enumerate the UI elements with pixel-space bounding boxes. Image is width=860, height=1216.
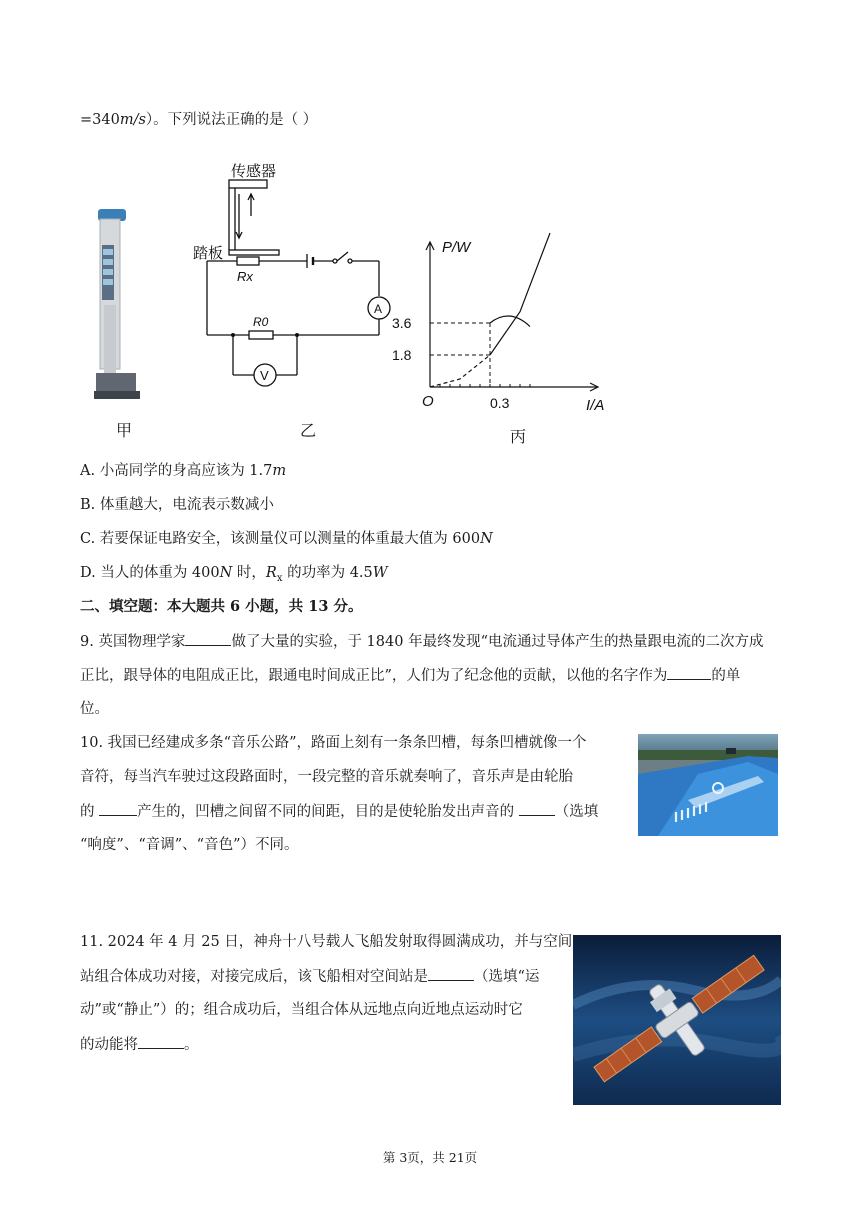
rx-label: Rx bbox=[237, 269, 253, 284]
space-station-photo bbox=[573, 935, 781, 1105]
r0-label: R0 bbox=[253, 315, 269, 329]
page-footer: 第 3页，共 21页 bbox=[382, 1150, 478, 1165]
sensor-label: 传感器 bbox=[231, 163, 277, 180]
circuit-diagram bbox=[185, 158, 395, 390]
caption-bing: 丙 bbox=[510, 427, 527, 446]
y-tick-high: 3.6 bbox=[392, 315, 412, 331]
option-c: C. 若要保证电路安全，该测量仪可以测量的体重最大值为 600N bbox=[80, 531, 493, 547]
q10-line2: 音符，每当汽车驶过这段路面时，一段完整的音乐就奏响了，音乐声是由轮胎 bbox=[80, 769, 573, 785]
voltmeter-label: V bbox=[260, 368, 269, 383]
height-scale-photo bbox=[90, 205, 150, 410]
series-1-solid-segment bbox=[490, 233, 550, 355]
option-d: D. 当人的体重为 400N 时，$R_x$ 的功率为 4.5W bbox=[80, 565, 388, 584]
caption-yi: 乙 bbox=[300, 421, 317, 440]
q10-line1: 10. 我国已经建成多条“音乐公路”，路面上刻有一条条凹槽，每条凹槽就像一个 bbox=[80, 735, 587, 751]
series-2-curve bbox=[490, 316, 530, 327]
option-b: B. 体重越大，电流表示数减小 bbox=[80, 497, 274, 513]
graph-marks bbox=[430, 233, 550, 387]
caption-jia: 甲 bbox=[116, 421, 133, 440]
series-1-dashed-segment bbox=[430, 355, 490, 387]
section-title: 二、填空题：本大题共 6 小题，共 13 分。 bbox=[80, 598, 363, 615]
origin-label: O bbox=[422, 393, 434, 410]
question-intro: =340m/s）。下列说法正确的是（ ） bbox=[80, 112, 318, 128]
q9-line3: 位。 bbox=[80, 701, 109, 717]
q11-line2: 站组合体成功对接，对接完成后，该飞船相对空间站是 （选填“运 bbox=[80, 966, 539, 987]
q9-line2: 正比，跟导体的电阻成正比，跟通电时间成正比”，人们为了纪念他的贡献，以他的名字作为 的单 bbox=[80, 665, 740, 686]
y-axis-label: P/W bbox=[442, 239, 471, 256]
q11-line3: 动”或“静止”）的；组合成功后，当组合体从远地点向近地点运动时它 bbox=[80, 1002, 523, 1018]
x-axis-label: I/A bbox=[586, 397, 605, 414]
ammeter-label: A bbox=[374, 302, 383, 316]
q10-line4: “响度”、“音调”、“音色”）不同。 bbox=[80, 837, 299, 853]
q11-line1: 11. 2024 年 4 月 25 日，神舟十八号载人飞船发射取得圆满成功，并与空间 bbox=[80, 934, 573, 950]
music-road-photo bbox=[638, 734, 778, 836]
q9-line1: 9. 英国物理学家 做了大量的实验，于 1840 年最终发现“电流通过导体产生的热量跟电流的二次方成 bbox=[80, 631, 763, 652]
x-tick: 0.3 bbox=[490, 395, 510, 411]
option-a: A. 小高同学的身高应该为 1.7m bbox=[80, 463, 287, 479]
pedal-label: 踏板 bbox=[193, 245, 224, 262]
power-current-graph bbox=[390, 232, 630, 418]
q10-line3: 的 产生的，凹槽之间留不同的间距，目的是使轮胎发出声音的 （选填 bbox=[80, 801, 598, 822]
q11-line4: 的动能将 。 bbox=[80, 1034, 199, 1055]
y-tick-low: 1.8 bbox=[392, 347, 412, 363]
